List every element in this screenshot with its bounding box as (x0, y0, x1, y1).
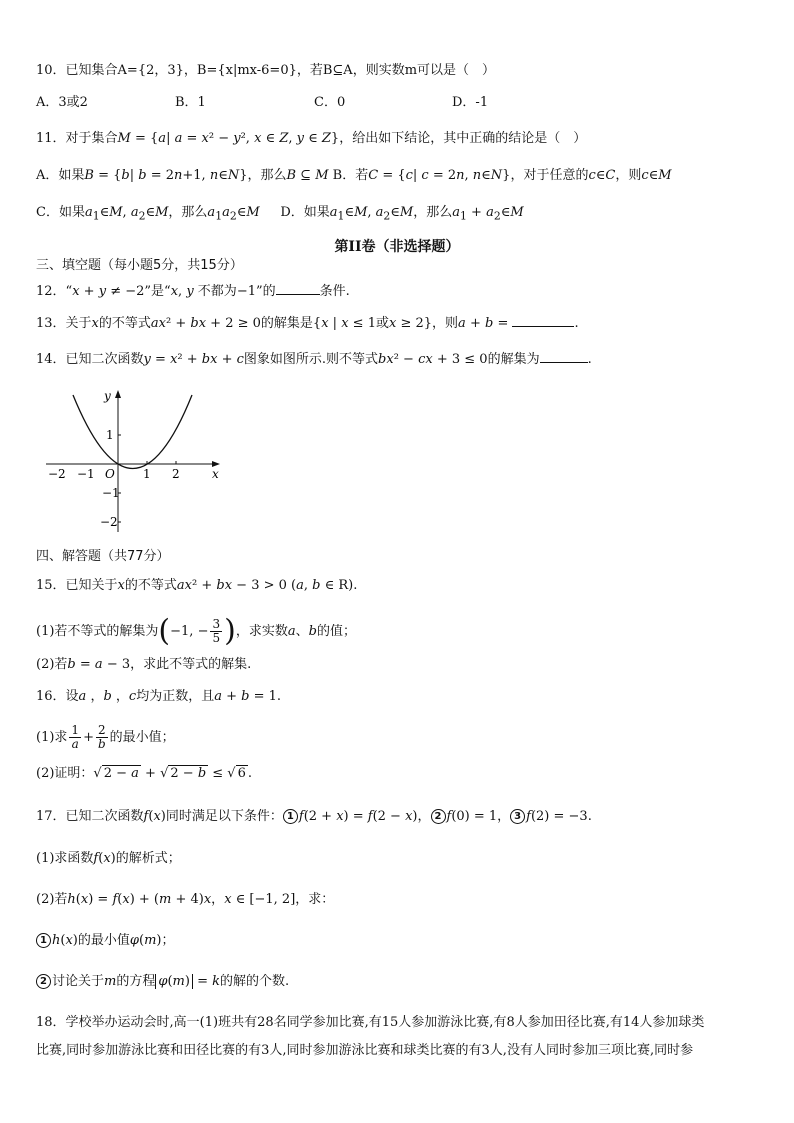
y-axis-label: y (104, 389, 111, 403)
part-two-title: 第II卷（非选择题） (334, 239, 460, 255)
x-tick-label-m2: −2 (48, 467, 66, 481)
q10-option-b: B．1 (175, 95, 206, 110)
q13-answer-blank[interactable] (512, 314, 574, 327)
y-axis-arrow (115, 390, 121, 398)
q12: 12．“x + y ≠ −2”是“x, y 不都为−1”的 条件. (36, 284, 350, 299)
q18-line2: 比赛,同时参加游泳比赛和田径比赛的有3人,同时参加游泳比赛和球类比赛的有3人,没有人同时参加三项比赛,同时参 (36, 1043, 694, 1058)
q12-answer-blank[interactable] (276, 282, 320, 295)
q18-line1: 18．学校举办运动会时,高一(1)班共有28名同学参加比赛,有15人参加游泳比赛,有8人参加田径比赛,有14人参加球类 (36, 1015, 705, 1030)
q15-stem: 15．已知关于x的不等式ax² + bx − 3 > 0 (a, b ∈ R). (36, 578, 358, 593)
q11-options-ab: A．如果B = {b| b = 2n+1, n∈N}，那么B ⊆ M B．若C = {c| c = 2n, n∈N}，对于任意的c∈C，则c∈M (36, 168, 672, 183)
y-tick-label-1: 1 (106, 428, 114, 442)
q14: 14．已知二次函数y = x² + bx + c图象如图所示.则不等式bx² − cx + 3 ≤ 0的解集为 . (36, 352, 592, 367)
y-tick-label-m2: −2 (100, 515, 118, 529)
x-tick-label-1: 1 (143, 467, 151, 481)
q10-option-d: D．-1 (452, 95, 489, 110)
q17-sub2: 2 讨论关于m的方程 φ(m) = k的解的个数. (36, 973, 289, 991)
x-tick-label-2: 2 (172, 467, 180, 481)
x-axis-label: x (212, 467, 219, 481)
q17-part1: (1)求函数f(x)的解析式； (36, 851, 181, 866)
parabola-curve (73, 395, 192, 469)
q10-stem: 10．已知集合A={2，3}，B={x|mx-6=0}，若B⊆A，则实数m可以是（ ） (36, 63, 496, 78)
q14-answer-blank[interactable] (540, 350, 588, 363)
q17-sub1: 1 h(x)的最小值φ(m)； (36, 932, 175, 950)
q11-options-cd: C．如果$a_1\in M$, $a_2\in M$，那么$a_1a_2\in M$ D．如果$a_1\in M$, $a_2\in M$，那么$a_1$ + $a_2\in M$ (36, 205, 524, 223)
q10-option-a: A．3或2 (36, 95, 88, 110)
q15-part1: (1)若不等式的解集为(−1, − $\frac{3}{5}$ )，求实数a、b的值； (36, 613, 356, 649)
q16-part2: (2)证明：√ 2 − a + √ 2 − b ≤ √ 6 . (36, 766, 253, 781)
q17-stem: 17．已知二次函数f(x)同时满足以下条件： 1 f(2 + x) = f(2 − x)， 2 f(0) = 1， 3 f(2) = −3. (36, 809, 592, 824)
q17-part2: (2)若h(x) = f(x) + (m + 4)x，x ∈ [−1, 2]，求： (36, 892, 335, 907)
q11-stem: 11．对于集合M = {a| a = x² − y², x ∈ Z, y ∈ Z}，给出如下结论，其中正确的结论是（ ） (36, 131, 587, 146)
q15-part2: (2)若b = a − 3，求此不等式的解集. (36, 657, 252, 672)
parabola-graph (40, 382, 230, 532)
origin-label: O (105, 467, 115, 481)
section-answer-heading: 四、解答题（共77分） (36, 549, 170, 564)
q16-stem: 16．设a ，b ，c均为正数，且a + b = 1. (36, 689, 282, 704)
y-tick-label-m1: −1 (102, 486, 120, 500)
x-tick-label-m1: −1 (77, 467, 95, 481)
q16-part1: (1)求 $\frac{1}{a}$ + $\frac{2}{b}$ 的最小值； (36, 723, 175, 751)
q10-option-c: C．0 (314, 95, 346, 110)
q13: 13．关于x的不等式ax² + bx + 2 ≥ 0的解集是{x | x ≤ 1或x ≥ 2}，则a + b = . (36, 316, 579, 331)
section-fill-in-heading: 三、填空题（每小题5分，共15分） (36, 258, 243, 273)
